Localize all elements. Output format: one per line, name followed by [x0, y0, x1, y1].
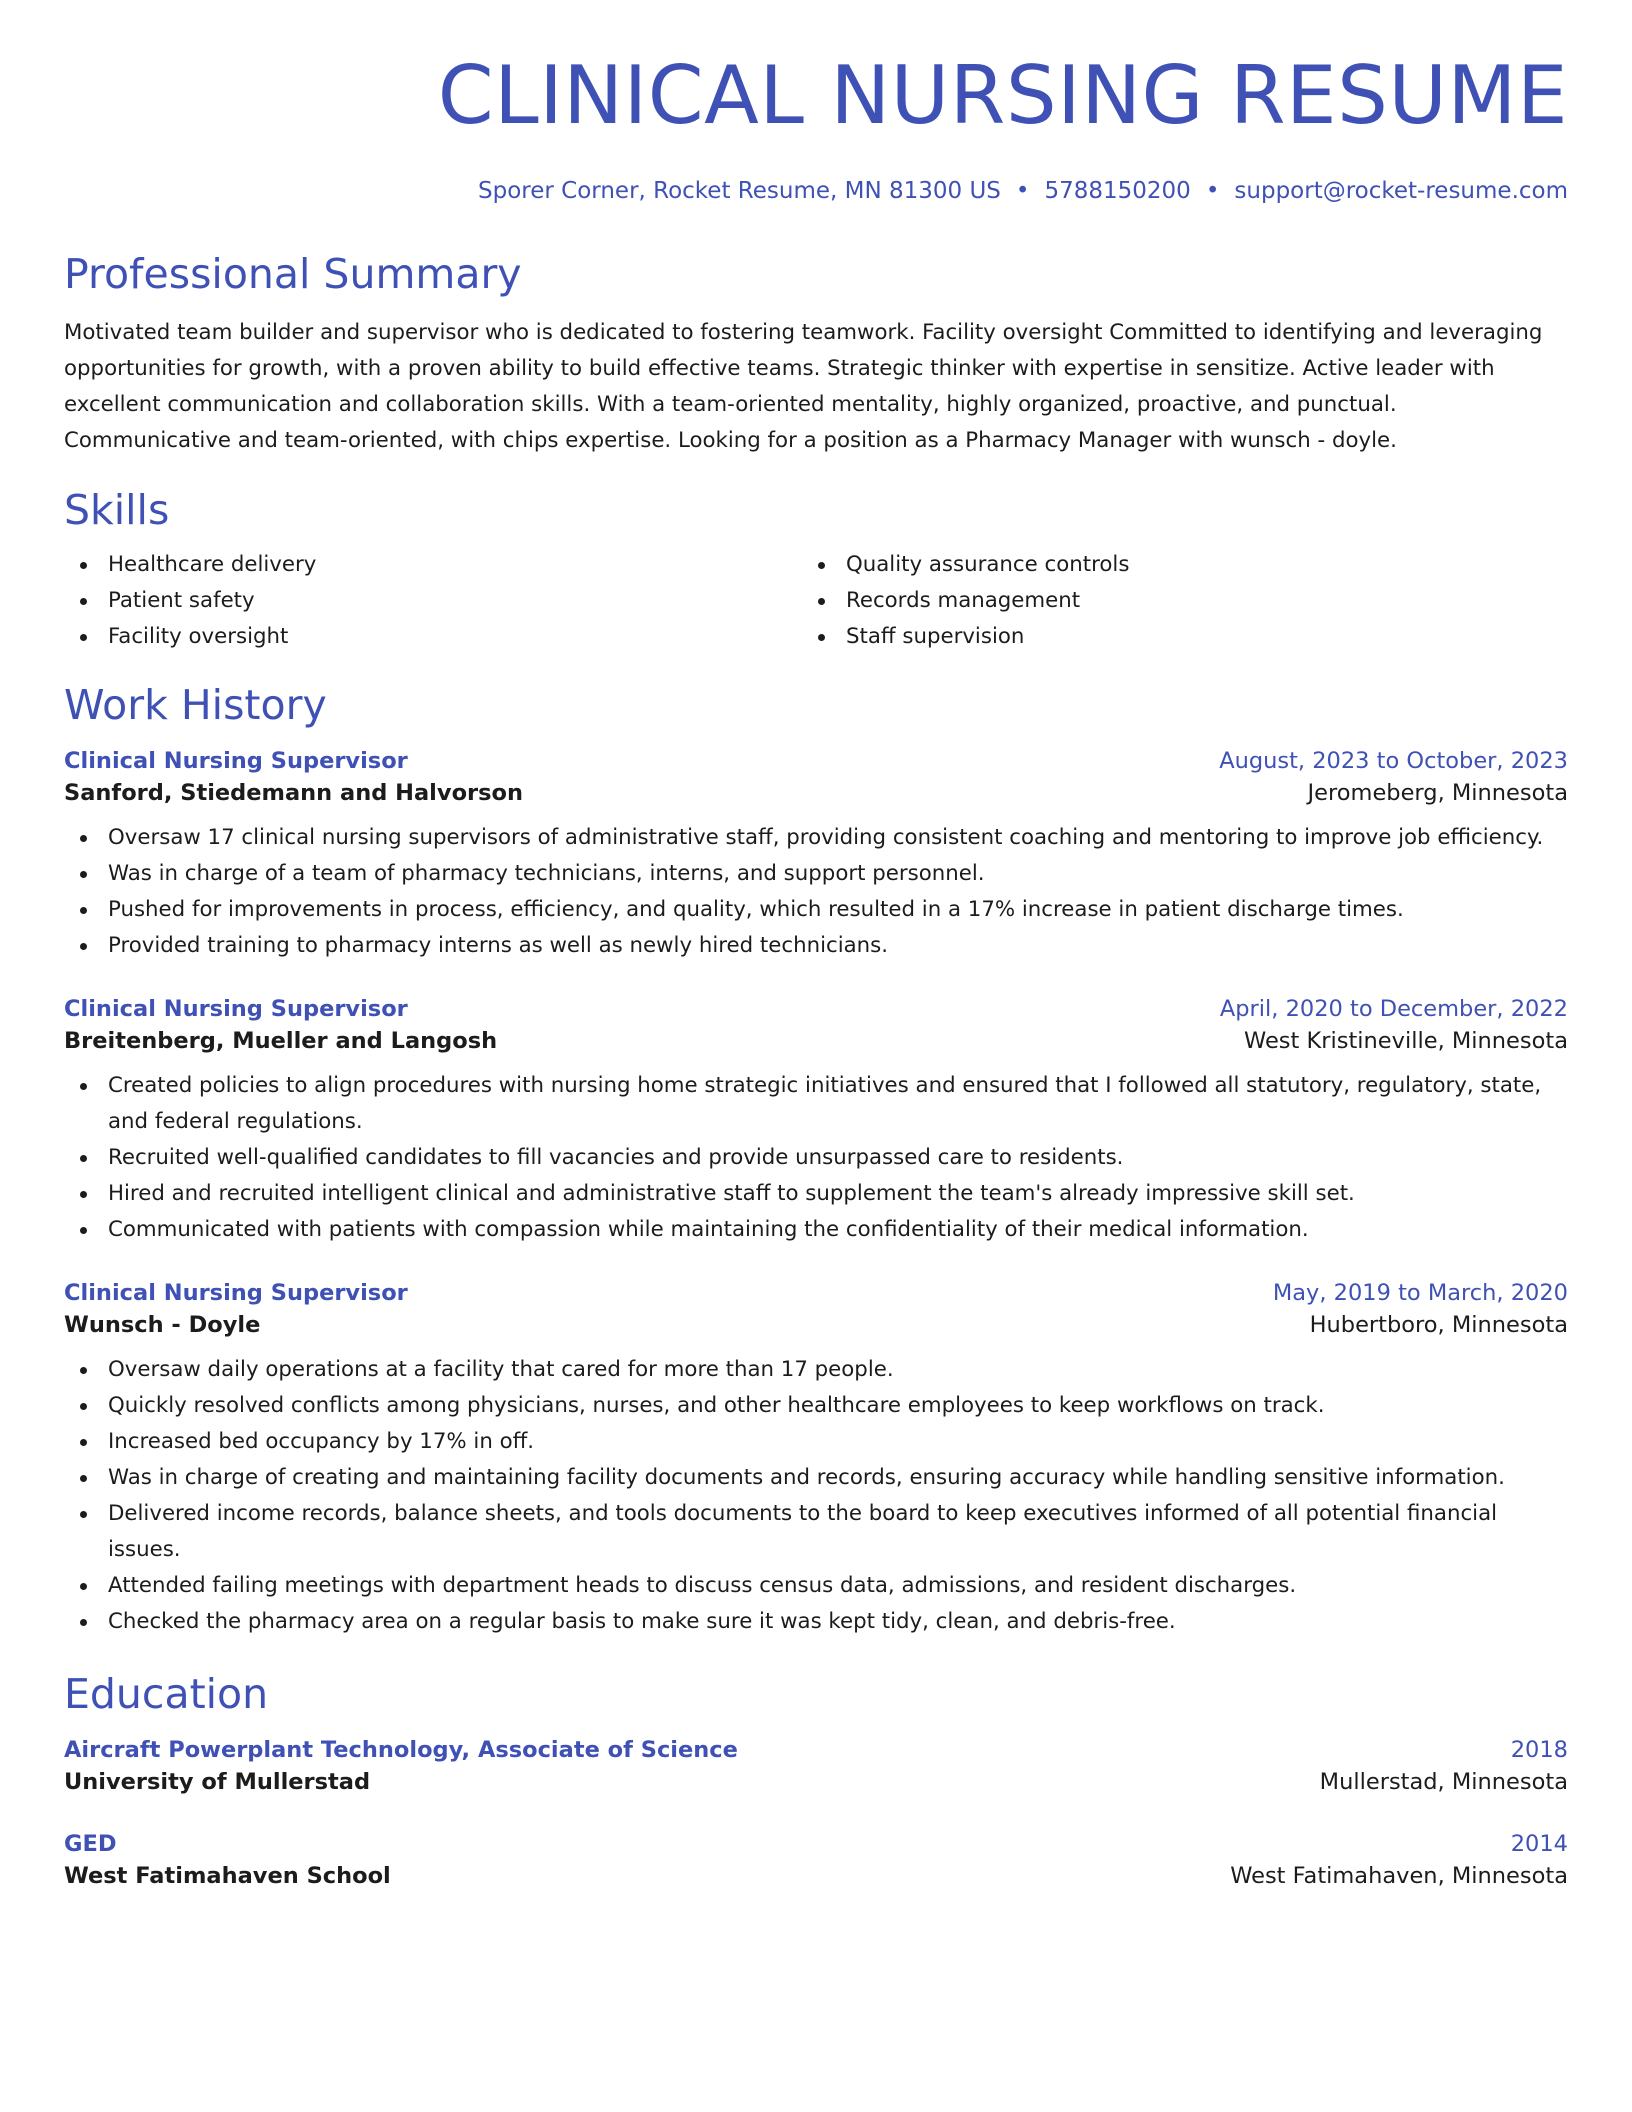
job-title: Clinical Nursing Supervisor [64, 1280, 408, 1306]
education-degree: GED [64, 1831, 117, 1857]
contact-address: Sporer Corner, Rocket Resume, MN 81300 US [478, 178, 1001, 204]
job-org-row [64, 1028, 1568, 1054]
contact-separator: • [1205, 178, 1220, 204]
education-header-row [64, 1831, 1568, 1857]
job-entry [64, 748, 1568, 964]
job-bullets [64, 1352, 1568, 1640]
job-header-row [64, 1280, 1568, 1306]
job-bullet: Communicated with patients with compassion while maintaining the confidentiality of their medical information. [64, 1212, 1568, 1248]
section-title-skills: Skills [64, 486, 170, 534]
job-company: Sanford, Stiedemann and Halvorson [64, 780, 523, 806]
education-degree: Aircraft Powerplant Technology, Associate of Science [64, 1737, 738, 1763]
job-bullet: Checked the pharmacy area on a regular basis to make sure it was kept tidy, clean, and debris-free. [64, 1604, 1568, 1640]
job-bullet: Oversaw 17 clinical nursing supervisors of administrative staff, providing consistent coaching and mentoring to improve job efficiency. [64, 820, 1568, 856]
section-title-education: Education [64, 1670, 269, 1718]
skill-item: Facility oversight [64, 619, 802, 655]
job-org-row [64, 1312, 1568, 1338]
skills-section [64, 486, 1568, 655]
job-bullet: Oversaw daily operations at a facility that cared for more than 17 people. [64, 1352, 1568, 1388]
education-section [64, 1670, 1568, 1889]
resume-header [64, 49, 1568, 204]
education-entry [64, 1831, 1568, 1889]
education-header-row [64, 1737, 1568, 1763]
job-company: Breitenberg, Mueller and Langosh [64, 1028, 498, 1054]
job-location: Hubertboro, Minnesota [1309, 1312, 1568, 1338]
skill-item: Patient safety [64, 583, 802, 619]
job-bullet: Quickly resolved conflicts among physicians, nurses, and other healthcare employees to keep workflows on track. [64, 1388, 1568, 1424]
job-header-row [64, 996, 1568, 1022]
job-bullet: Was in charge of a team of pharmacy technicians, interns, and support personnel. [64, 856, 1568, 892]
job-dates: August, 2023 to October, 2023 [1219, 748, 1568, 774]
job-entry [64, 996, 1568, 1248]
job-bullet: Recruited well-qualified candidates to fill vacancies and provide unsurpassed care to residents. [64, 1140, 1568, 1176]
contact-email[interactable]: support@rocket-resume.com [1234, 178, 1568, 204]
job-dates: May, 2019 to March, 2020 [1272, 1280, 1568, 1306]
job-location: West Kristineville, Minnesota [1244, 1028, 1568, 1054]
job-bullet: Hired and recruited intelligent clinical and administrative staff to supplement the team's already impressive skill set. [64, 1176, 1568, 1212]
education-year: 2018 [1510, 1737, 1568, 1763]
skill-item: Healthcare delivery [64, 547, 802, 583]
job-bullet: Was in charge of creating and maintaining facility documents and records, ensuring accuracy while handling sensitive information. [64, 1460, 1568, 1496]
education-school: University of Mullerstad [64, 1769, 371, 1795]
work-section [64, 681, 1568, 1640]
resume-title: CLINICAL NURSING RESUME [437, 49, 1568, 142]
contact-phone: 5788150200 [1044, 178, 1191, 204]
summary-section [64, 250, 1568, 459]
job-bullet: Provided training to pharmacy interns as well as newly hired technicians. [64, 928, 1568, 964]
job-dates: April, 2020 to December, 2022 [1219, 996, 1568, 1022]
education-location: West Fatimahaven, Minnesota [1230, 1863, 1568, 1889]
job-org-row [64, 780, 1568, 806]
job-bullet: Attended failing meetings with department heads to discuss census data, admissions, and resident discharges. [64, 1568, 1568, 1604]
skills-grid [64, 547, 1568, 655]
job-company: Wunsch - Doyle [64, 1312, 261, 1338]
education-org-row [64, 1863, 1568, 1889]
section-title-summary: Professional Summary [64, 250, 522, 298]
job-header-row [64, 748, 1568, 774]
job-bullets [64, 820, 1568, 964]
section-title-work: Work History [64, 681, 327, 729]
job-entry [64, 1280, 1568, 1640]
job-title: Clinical Nursing Supervisor [64, 996, 408, 1022]
education-org-row [64, 1769, 1568, 1795]
job-title: Clinical Nursing Supervisor [64, 748, 408, 774]
job-bullet: Created policies to align procedures with nursing home strategic initiatives and ensured that I followed all statutory, regulatory, state, and federal regulations. [64, 1068, 1568, 1140]
skill-item: Staff supervision [802, 619, 1540, 655]
contact-separator: • [1015, 178, 1030, 204]
education-location: Mullerstad, Minnesota [1319, 1769, 1568, 1795]
skills-list-right [802, 547, 1540, 655]
education-year: 2014 [1510, 1831, 1568, 1857]
education-school: West Fatimahaven School [64, 1863, 391, 1889]
job-bullet: Delivered income records, balance sheets, and tools documents to the board to keep executives informed of all potential financial issues. [64, 1496, 1568, 1568]
summary-text: Motivated team builder and supervisor who is dedicated to fostering teamwork. Facility oversight Committed to identifying and leveraging opportunities for growth, with a proven ability to build effective teams. Strategic thinker with expertise in sensitize. Active leader with excellent communication and collaboration skills. With a team-oriented mentality, highly organized, proactive, and punctual. Communicative and team-oriented, with chips expertise. Looking for a position as a Pharmacy Manager with wunsch - doyle. [64, 320, 1543, 453]
contact-line [64, 178, 1568, 204]
skill-item: Records management [802, 583, 1540, 619]
job-location: Jeromeberg, Minnesota [1307, 780, 1568, 806]
job-bullets [64, 1068, 1568, 1248]
skills-list-left [64, 547, 802, 655]
skill-item: Quality assurance controls [802, 547, 1540, 583]
education-entry [64, 1737, 1568, 1795]
job-bullet: Increased bed occupancy by 17% in off. [64, 1424, 1568, 1460]
job-bullet: Pushed for improvements in process, efficiency, and quality, which resulted in a 17% increase in patient discharge times. [64, 892, 1568, 928]
